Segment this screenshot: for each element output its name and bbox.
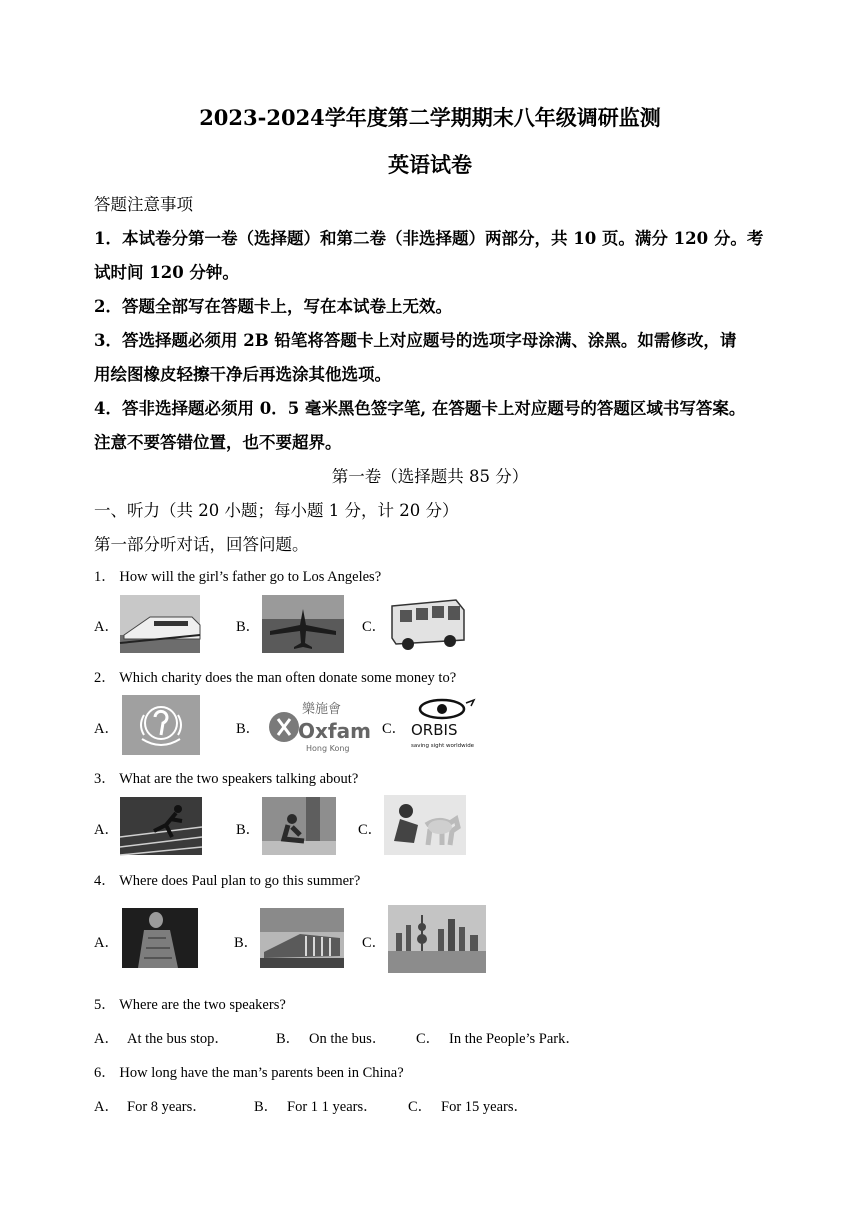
question-stem: 5． Where are the two speakers?: [94, 997, 286, 1013]
notice-item-4: 4．答非选择题必须用 0．5 毫米黑色签字笔, 在答题卡上对应题号的答题区域书写答案。: [94, 399, 746, 418]
option-c-text: In the People’s Park．: [449, 1031, 580, 1047]
terracotta-warrior-photo-icon: [122, 908, 198, 968]
notice-heading: 答题注意事项: [94, 195, 193, 214]
option-c-label: C．: [408, 1099, 433, 1115]
option-c-text: For 15 years．: [441, 1099, 528, 1115]
notice-item-1: 1．本试卷分第一卷（选择题）和第二卷（非选择题）两部分，共 10 页。满分 120 分。考: [94, 229, 764, 248]
option-a-text: At the bus stop．: [127, 1031, 229, 1047]
stadium-photo-icon: [260, 908, 344, 968]
unicef-logo-icon: [122, 695, 200, 755]
option-a-label: A．: [94, 1031, 119, 1047]
exam-subtitle: 英语试卷: [388, 152, 472, 177]
svg-text:ORBIS: ORBIS: [411, 721, 458, 739]
oxfam-logo-icon: [266, 695, 371, 755]
svg-text:樂施會: 樂施會: [302, 702, 342, 717]
part-heading: 第一部分听对话，回答问题。: [94, 535, 309, 554]
option-b-label: B．: [236, 721, 261, 737]
option-a-label: A．: [94, 822, 119, 838]
option-a-label: A．: [94, 619, 119, 635]
option-c-label: C．: [362, 619, 387, 635]
question-stem: 4． Where does Paul plan to go this summer?: [94, 873, 361, 889]
notice-item-3-cont: 用绘图橡皮轻擦干净后再选涂其他选项。: [94, 365, 391, 384]
option-c-label: C．: [362, 935, 387, 951]
sitting-man-photo-icon: [262, 797, 336, 855]
option-a-label: A．: [94, 721, 119, 737]
runner-photo-icon: [120, 797, 202, 855]
notice-item-1-cont: 试时间 120 分钟。: [94, 263, 239, 282]
notice-item-2: 2．答题全部写在答题卡上，写在本试卷上无效。: [94, 297, 452, 316]
volume-heading: 第一卷（选择题共 85 分）: [331, 467, 529, 486]
option-c-label: C．: [416, 1031, 441, 1047]
option-b-label: B．: [236, 619, 261, 635]
option-c-label: C．: [382, 721, 407, 737]
question-stem: 1． How will the girl’s father go to Los Angeles?: [94, 569, 382, 585]
option-b-label: B．: [276, 1031, 301, 1047]
airplane-photo-icon: [262, 595, 344, 653]
question-stem: 2． Which charity does the man often donate some money to?: [94, 670, 457, 686]
option-a-label: A．: [94, 935, 119, 951]
notice-item-4-cont: 注意不要答错位置，也不要超界。: [94, 433, 342, 452]
train-photo-icon: [120, 595, 200, 653]
section-heading: 一、听力（共 20 小题；每小题 1 分，计 20 分）: [94, 501, 459, 520]
option-b-text: On the bus．: [309, 1031, 387, 1047]
option-b-text: For 1 1 years．: [287, 1099, 378, 1115]
svg-text:Oxfam: Oxfam: [298, 719, 371, 743]
notice-item-3: 3．答选择题必须用 2B 铅笔将答题卡上对应题号的选项字母涂满、涂黑。如需修改，请: [94, 331, 737, 350]
option-b-label: B．: [254, 1099, 279, 1115]
skyline-photo-icon: [388, 905, 486, 973]
option-b-label: B．: [234, 935, 259, 951]
svg-text:Hong Kong: Hong Kong: [306, 744, 350, 753]
bus-photo-icon: [386, 594, 468, 654]
option-a-text: For 8 years．: [127, 1099, 207, 1115]
orbis-logo-icon: [408, 695, 478, 753]
option-c-label: C．: [358, 822, 383, 838]
dog-photo-icon: [384, 795, 466, 855]
question-stem: 6． How long have the man’s parents been in China?: [94, 1065, 404, 1081]
exam-title: 2023-2024学年度第二学期期末八年级调研监测: [199, 105, 661, 130]
question-stem: 3． What are the two speakers talking about?: [94, 771, 359, 787]
svg-text:saving sight worldwide: saving sight worldwide: [411, 743, 475, 749]
option-b-label: B．: [236, 822, 261, 838]
option-a-label: A．: [94, 1099, 119, 1115]
